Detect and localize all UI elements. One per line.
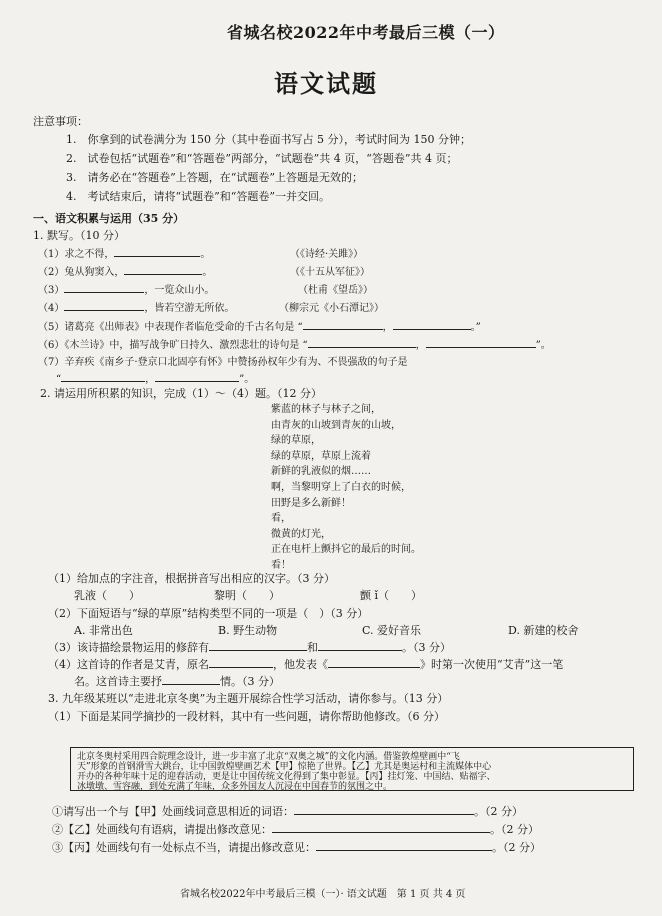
poem <box>271 402 421 574</box>
recite-line-1: （1）求之不得， 。 <box>38 245 210 260</box>
option-c[interactable]: C. 爱好音乐 <box>362 624 422 637</box>
answer-blank[interactable] <box>294 804 474 815</box>
answer-blank[interactable] <box>64 282 144 293</box>
answer-blank[interactable] <box>209 640 307 651</box>
exam-subtitle: 省城名校2022年中考最后三模（一） <box>227 23 505 42</box>
answer-blank[interactable] <box>328 657 420 668</box>
poem-line: 啊，当黎明穿上了白衣的时候， <box>271 481 411 493</box>
recite-line-5: （5）诸葛亮《出师表》中表现作者临危受命的千古名句是 “ ， 。” <box>38 318 481 333</box>
answer-blank[interactable] <box>61 371 145 382</box>
answer-blank[interactable] <box>209 657 273 668</box>
section-title: 一、语文积累与运用（35 分） <box>33 212 185 225</box>
page-footer: 省城名校2022年中考最后三模（一）· 语文试题 第 1 页 共 4 页 <box>180 889 466 900</box>
q2-sub4-cont: 名。这首诗主要抒 情。（3 分） <box>74 675 280 688</box>
poem-line: 绿的草原， <box>271 435 321 447</box>
q3-answer-1: ①请写出一个与【甲】处画线词意思相近的词语： 。（2 分） <box>52 805 523 818</box>
q2-sub1-item[interactable]: 黎明（ ） <box>214 589 280 602</box>
recite-line-2: （2）兔从狗窦入， 。 <box>38 263 212 278</box>
passage-line: 开办的各种年味十足的迎春活动，更是让中国传统文化得到了集中彰显。【丙】挂灯笼、中国结、贴福字、 <box>77 772 496 782</box>
q2-sub1-item[interactable]: 颤 ǐ（ ） <box>360 589 423 602</box>
passage-line: 天”形象的首钢滑雪大跳台，让中国敦煌壁画艺术【甲】惊艳了世界。【乙】尤其是奥运村和主流媒体中心 <box>77 762 492 772</box>
notice-item: 4. 考试结束后，请将“试题卷”和“答题卷”一并交回。 <box>66 190 330 203</box>
q2-sub4: （4）这首诗的作者是艾青，原名 ，他发表《 》时第一次使用“艾青”这一笔 <box>48 658 564 671</box>
notice-item: 3. 请务必在“答题卷”上答题，在“试题卷”上答题是无效的； <box>66 171 363 184</box>
poem-line: 正在电杆上颤抖它的最后的时间。 <box>271 544 421 556</box>
option-a[interactable]: A. 非常出色 <box>74 624 133 637</box>
answer-blank[interactable] <box>303 319 383 330</box>
notice-item: 1. 你拿到的试卷满分为 150 分（其中卷面书写占 5 分），考试时间为 150 分钟； <box>66 133 471 146</box>
notice-item: 2. 试卷包括“试题卷”和“答题卷”两部分，“试题卷”共 4 页，“答题卷”共 4 页； <box>66 152 458 165</box>
passage-line: 冰墩墩、雪容融，到处充满了年味，众多外国友人沉浸在中国春节的氛围之中。 <box>77 782 393 792</box>
poem-line: 看， <box>271 513 291 525</box>
notice-label: 注意事项： <box>33 115 88 128</box>
poem-line: 由青灰的山坡到青灰的山坡， <box>271 419 401 431</box>
recite-line-7: （7）辛弃疾《南乡子·登京口北固亭有怀》中赞扬孙权年少有为、不畏强敌的句子是 <box>38 357 408 368</box>
answer-blank[interactable] <box>155 371 239 382</box>
poem-line: 田野是多么新鲜！ <box>271 497 351 509</box>
passage-line: 北京冬奥村采用四合院理念设计，进一步丰富了北京“双奥之城”的文化内涵。借鉴敦煌壁画中“飞 <box>77 752 460 762</box>
q3-sub1: （1）下面是某同学摘抄的一段材料，其中有一些问题，请你帮助他修改。（6 分） <box>48 710 445 723</box>
answer-blank[interactable] <box>308 337 416 348</box>
q2-sub1: （1）给加点的字注音，根据拼音写出相应的汉字。（3 分） <box>48 572 335 585</box>
answer-blank[interactable] <box>318 640 402 651</box>
poem-line: 看！ <box>271 559 291 571</box>
answer-blank[interactable] <box>114 246 200 257</box>
answer-blank[interactable] <box>272 822 490 833</box>
recite-line-3: （3） ，一览众山小。 <box>38 281 214 296</box>
answer-blank[interactable] <box>162 674 220 685</box>
q3-answer-2: ②【乙】处画线句有语病，请提出修改意见： 。（2 分） <box>52 823 539 836</box>
material-passage-box <box>70 747 634 791</box>
option-b[interactable]: B. 野生动物 <box>218 624 278 637</box>
question-3-title: 3. 九年级某班以“走进北京冬奥”为主题开展综合性学习活动，请你参与。（13 分） <box>48 692 449 705</box>
recite-line-6: （6）《木兰诗》中，描写战争旷日持久、激烈悲壮的诗句是 “ ， ”。 <box>38 336 551 351</box>
recite-line-7-answer: “ ， ”。 <box>56 370 254 385</box>
answer-blank[interactable] <box>64 300 144 311</box>
page-title: 语文试题 <box>274 69 378 98</box>
recite-source-2: （《十五从军征》） <box>290 267 370 278</box>
poem-line: 绿的草原，草原上流着 <box>271 450 371 462</box>
recite-line-4: （4） ，皆若空游无所依。 <box>38 299 234 314</box>
poem-line: 紫蓝的林子与林子之间， <box>271 404 381 415</box>
poem-line: 微黄的灯光， <box>271 528 331 540</box>
option-d[interactable]: D. 新建的校舍 <box>508 624 579 637</box>
question-1-title: 1. 默写。（10 分） <box>33 229 125 242</box>
poem-line: 新鲜的乳液似的烟…… <box>271 466 371 478</box>
answer-blank[interactable] <box>426 337 536 348</box>
q2-sub3: （3）该诗描绘景物运用的修辞有 和 。（3 分） <box>48 641 451 654</box>
question-2-title: 2. 请运用所积累的知识，完成（1）～（4）题。（12 分） <box>40 387 322 400</box>
answer-blank[interactable] <box>393 319 471 330</box>
answer-blank[interactable] <box>124 264 202 275</box>
q3-answer-3: ③【丙】处画线句有一处标点不当，请提出修改意见： 。（2 分） <box>52 841 541 854</box>
recite-source-1: （《诗经·关雎》） <box>290 249 364 260</box>
recite-source-3: （杜甫《望岳》） <box>298 285 373 296</box>
recite-source-4: （柳宗元《小石潭记》） <box>279 303 384 314</box>
q2-sub2: （2）下面短语与“绿的草原”结构类型不同的一项是（ ）（3 分） <box>48 607 369 620</box>
answer-blank[interactable] <box>316 840 492 851</box>
q2-sub1-item[interactable]: 乳液（ ） <box>74 589 140 602</box>
